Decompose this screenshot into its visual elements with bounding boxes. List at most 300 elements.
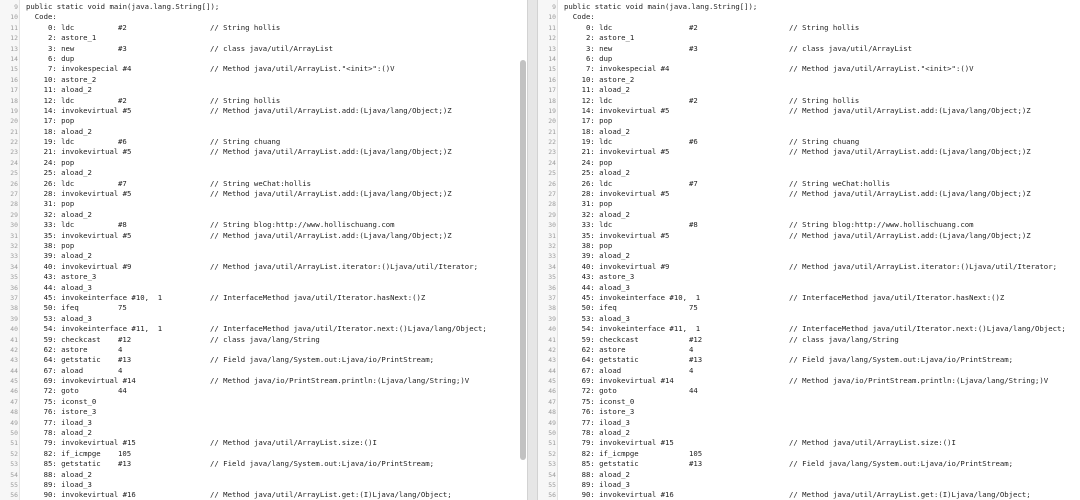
comment: // String hollis: [789, 22, 860, 32]
code-text: [20, 262, 527, 272]
instruction: 88: aload_2: [26, 469, 92, 479]
line-number: 16: [10, 75, 18, 84]
instruction: 7: invokespecial #4: [564, 64, 670, 74]
operand: #13: [689, 355, 703, 365]
code-text: [558, 449, 1080, 459]
instruction: 53: aload_3: [564, 313, 630, 323]
code-line: [538, 179, 1080, 189]
comment: // InterfaceMethod java/util/Iterator.hasNext:()Z: [789, 292, 1005, 302]
comment: // InterfaceMethod java/util/Iterator.hasNext:()Z: [210, 292, 426, 302]
line-number: 46: [10, 387, 18, 396]
code-text: [558, 231, 1080, 241]
line-number: 47: [10, 397, 18, 406]
code-text: [558, 314, 1080, 324]
code-line: [538, 428, 1080, 438]
code-text: [558, 147, 1080, 157]
code-text: [558, 407, 1080, 417]
line-number: 11: [10, 23, 18, 32]
instruction: 17: pop: [564, 116, 613, 126]
code-text: [20, 407, 527, 417]
code-text: [558, 44, 1080, 54]
code-line: [538, 262, 1080, 272]
comment: // Method java/util/ArrayList.add:(Ljava/lang/Object;)Z: [789, 147, 1031, 157]
code-text: [558, 418, 1080, 428]
operand: 75: [689, 303, 698, 313]
operand: #3: [689, 43, 698, 53]
instruction: 31: pop: [564, 199, 613, 209]
instruction: 18: aload_2: [564, 126, 630, 136]
code-text: [20, 345, 527, 355]
code-line: [538, 283, 1080, 293]
line-number: 21: [548, 127, 556, 136]
line-number: 26: [548, 179, 556, 188]
code-text: [558, 241, 1080, 251]
line-number: 53: [10, 460, 18, 469]
code-line: [538, 314, 1080, 324]
comment: // Method java/util/ArrayList.size:()I: [210, 438, 377, 448]
comment: // String chuang: [789, 137, 860, 147]
comment: // Method java/util/ArrayList.add:(Ljava/lang/Object;)Z: [210, 230, 452, 240]
code-text: [20, 75, 527, 85]
line-number: 31: [10, 231, 18, 240]
operand: #13: [118, 459, 132, 469]
code-text: [20, 168, 527, 178]
instruction: 19: ldc: [26, 137, 75, 147]
instruction: 32: aload_2: [26, 209, 92, 219]
code-text: [558, 189, 1080, 199]
instruction: 35: invokevirtual #5: [26, 230, 132, 240]
operand: #2: [118, 22, 127, 32]
line-number: 42: [548, 345, 556, 354]
operand: #7: [118, 178, 127, 188]
code-text: [558, 293, 1080, 303]
line-number: 39: [10, 314, 18, 323]
line-number: 41: [548, 335, 556, 344]
instruction: 21: invokevirtual #5: [26, 147, 132, 157]
code-line: [0, 283, 527, 293]
code-line: [0, 116, 527, 126]
line-number: 53: [548, 460, 556, 469]
instruction: 12: ldc: [26, 95, 75, 105]
operand: #8: [118, 220, 127, 230]
comment: // class java/lang/String: [210, 334, 320, 344]
code-line: [0, 33, 527, 43]
line-number: 32: [548, 241, 556, 250]
instruction: 43: astore_3: [26, 272, 97, 282]
code-line: [538, 85, 1080, 95]
code-line: [0, 490, 527, 500]
code-pane-left[interactable]: [0, 0, 527, 500]
code-line: [538, 199, 1080, 209]
operand: #7: [689, 178, 698, 188]
instruction: 90: invokevirtual #16: [26, 490, 136, 500]
line-number: 27: [548, 190, 556, 199]
code-line: [538, 345, 1080, 355]
code-text: [20, 283, 527, 293]
instruction: 39: aload_2: [564, 251, 630, 261]
code-line: [0, 2, 527, 12]
code-text: [558, 179, 1080, 189]
code-text: [20, 106, 527, 116]
operand: #6: [689, 137, 698, 147]
code-line: [0, 438, 527, 448]
instruction: 7: invokespecial #4: [26, 64, 132, 74]
line-number: 22: [10, 138, 18, 147]
code-line: [538, 355, 1080, 365]
code-text: [20, 397, 527, 407]
code-text: [558, 85, 1080, 95]
operand: #12: [118, 334, 132, 344]
code-line: [538, 438, 1080, 448]
code-text: [20, 449, 527, 459]
line-number: 23: [548, 148, 556, 157]
code-text: [558, 303, 1080, 313]
code-line: [538, 324, 1080, 334]
code-text: [20, 210, 527, 220]
operand: 44: [118, 386, 127, 396]
code-line: [538, 44, 1080, 54]
code-line: [0, 147, 527, 157]
code-text: [558, 12, 1080, 22]
instruction: 82: if_icmpge: [26, 448, 101, 458]
comment: // Field java/lang/System.out:Ljava/io/PrintStream;: [210, 355, 435, 365]
line-number: 15: [10, 65, 18, 74]
line-number: 54: [548, 470, 556, 479]
instruction: 21: invokevirtual #5: [564, 147, 670, 157]
line-number: 51: [548, 439, 556, 448]
operand: 44: [689, 386, 698, 396]
line-number: 30: [10, 221, 18, 230]
code-text: [558, 272, 1080, 282]
line-number: 55: [548, 480, 556, 489]
code-line: [0, 241, 527, 251]
code-line: [0, 345, 527, 355]
line-number: 27: [10, 190, 18, 199]
code-text: [20, 386, 527, 396]
instruction: 2: astore_1: [26, 33, 97, 43]
comment: // Field java/lang/System.out:Ljava/io/PrintStream;: [789, 355, 1014, 365]
comment: // Method java/io/PrintStream.println:(Ljava/lang/String;)V: [789, 376, 1049, 386]
instruction: 3: new: [564, 43, 613, 53]
vertical-scrollbar[interactable]: [520, 60, 526, 460]
line-number: 26: [10, 179, 18, 188]
code-line: [0, 397, 527, 407]
code-line: [538, 231, 1080, 241]
instruction: 50: ifeq: [564, 303, 617, 313]
instruction: 38: pop: [564, 240, 613, 250]
line-number: 35: [548, 273, 556, 282]
line-number: 13: [548, 44, 556, 53]
comment: // Method java/util/ArrayList.add:(Ljava/lang/Object;)Z: [210, 147, 452, 157]
code-line: [0, 12, 527, 22]
code-text: [558, 283, 1080, 293]
line-number: 10: [548, 13, 556, 22]
instruction: 0: ldc: [564, 22, 613, 32]
code-line: [0, 407, 527, 417]
code-line: [538, 459, 1080, 469]
code-text: [558, 251, 1080, 261]
comment: // Method java/util/ArrayList.get:(I)Ljava/lang/Object;: [210, 490, 452, 500]
comment: // class java/util/ArrayList: [210, 43, 334, 53]
instruction: 88: aload_2: [564, 469, 630, 479]
code-line: [538, 480, 1080, 490]
instruction: 76: istore_3: [564, 407, 635, 417]
code-text: [20, 418, 527, 428]
line-number: 24: [10, 158, 18, 167]
line-number: 16: [548, 75, 556, 84]
line-number: 25: [10, 169, 18, 178]
code-line: [538, 12, 1080, 22]
code-lines: [0, 2, 527, 500]
comment: // String weChat:hollis: [789, 178, 891, 188]
code-line: [538, 75, 1080, 85]
instruction: 59: checkcast: [564, 334, 639, 344]
line-number: 28: [10, 200, 18, 209]
line-number: 20: [548, 117, 556, 126]
instruction: 25: aload_2: [564, 168, 630, 178]
code-text: [558, 345, 1080, 355]
line-number: 19: [10, 106, 18, 115]
instruction: 43: astore_3: [564, 272, 635, 282]
line-number: 48: [548, 408, 556, 417]
operand: 4: [689, 365, 694, 375]
line-number: 17: [10, 86, 18, 95]
code-text: [20, 251, 527, 261]
instruction: 24: pop: [564, 157, 613, 167]
comment: // Method java/util/ArrayList.add:(Ljava/lang/Object;)Z: [789, 105, 1031, 115]
line-number: 44: [548, 366, 556, 375]
instruction: 38: pop: [26, 240, 75, 250]
line-number: 31: [548, 231, 556, 240]
code-text: [20, 231, 527, 241]
code-line: [0, 366, 527, 376]
code-text: [558, 75, 1080, 85]
code-line: [538, 293, 1080, 303]
comment: // class java/lang/String: [789, 334, 899, 344]
comment: // Field java/lang/System.out:Ljava/io/PrintStream;: [210, 459, 435, 469]
line-number: 43: [10, 356, 18, 365]
code-text: [558, 96, 1080, 106]
instruction: 11: aload_2: [564, 85, 630, 95]
code-line: [538, 54, 1080, 64]
comment: // Method java/util/ArrayList.add:(Ljava/lang/Object;)Z: [789, 230, 1031, 240]
code-line: [538, 106, 1080, 116]
code-text: [20, 64, 527, 74]
instruction: 62: astore: [564, 344, 626, 354]
line-number: 30: [548, 221, 556, 230]
instruction: 10: astore_2: [564, 74, 635, 84]
operand: #6: [118, 137, 127, 147]
line-number: 21: [10, 127, 18, 136]
code-text: [20, 303, 527, 313]
instruction: 26: ldc: [26, 178, 75, 188]
code-text: [558, 366, 1080, 376]
code-text: [20, 459, 527, 469]
operand: 75: [118, 303, 127, 313]
code-text: [558, 106, 1080, 116]
line-number: 9: [14, 3, 18, 11]
instruction: 69: invokevirtual #14: [564, 376, 674, 386]
operand: #3: [118, 43, 127, 53]
line-number: 42: [10, 345, 18, 354]
instruction: 77: iload_3: [26, 417, 92, 427]
code-text: [20, 179, 527, 189]
line-number: 14: [10, 54, 18, 63]
code-line: [538, 490, 1080, 500]
operand: #13: [118, 355, 132, 365]
line-number: 29: [548, 210, 556, 219]
instruction: 72: goto: [564, 386, 617, 396]
code-text: [20, 428, 527, 438]
code-line: [538, 407, 1080, 417]
code-line: [0, 262, 527, 272]
operand: #2: [689, 95, 698, 105]
instruction: 44: aload_3: [26, 282, 92, 292]
comment: // Method java/util/ArrayList.add:(Ljava/lang/Object;)Z: [789, 189, 1031, 199]
instruction: 6: dup: [564, 53, 613, 63]
code-text: [558, 355, 1080, 365]
instruction: 79: invokevirtual #15: [564, 438, 674, 448]
comment: // String hollis: [210, 95, 281, 105]
line-number: 18: [10, 96, 18, 105]
instruction: 28: invokevirtual #5: [26, 189, 132, 199]
code-line: [0, 137, 527, 147]
instruction: 53: aload_3: [26, 313, 92, 323]
code-line: [538, 189, 1080, 199]
operand: 4: [118, 344, 123, 354]
code-text: [20, 147, 527, 157]
instruction: 39: aload_2: [26, 251, 92, 261]
code-text: [20, 324, 527, 334]
instruction: 26: ldc: [564, 178, 613, 188]
code-line: [0, 418, 527, 428]
instruction: 33: ldc: [26, 220, 75, 230]
comment: // String hollis: [789, 95, 860, 105]
code-pane-right[interactable]: [538, 0, 1080, 500]
pane-divider[interactable]: [527, 0, 538, 500]
line-number: 50: [10, 429, 18, 438]
line-number: 29: [10, 210, 18, 219]
line-number: 33: [10, 252, 18, 261]
code-text: [20, 189, 527, 199]
code-line: [538, 449, 1080, 459]
code-text: [20, 314, 527, 324]
line-number: 45: [548, 377, 556, 386]
code-line: [0, 23, 527, 33]
code-text: [20, 2, 527, 12]
code-text: [20, 241, 527, 251]
line-number: 25: [548, 169, 556, 178]
code-line: [538, 158, 1080, 168]
code-line: [0, 459, 527, 469]
comment: // InterfaceMethod java/util/Iterator.next:()Ljava/lang/Object;: [210, 324, 487, 334]
code-text: [558, 438, 1080, 448]
line-number: 56: [548, 491, 556, 500]
code-line: [0, 106, 527, 116]
line-number: 52: [548, 449, 556, 458]
instruction: 31: pop: [26, 199, 75, 209]
line-number: 12: [548, 34, 556, 43]
code-line: [538, 303, 1080, 313]
instruction: 40: invokevirtual #9: [564, 261, 670, 271]
instruction: 54: invokeinterface #11, 1: [564, 324, 701, 334]
code-line: [538, 220, 1080, 230]
instruction: 28: invokevirtual #5: [564, 189, 670, 199]
instruction: 3: new: [26, 43, 75, 53]
line-number: 49: [548, 418, 556, 427]
line-number: 49: [10, 418, 18, 427]
instruction: 45: invokeinterface #10, 1: [26, 292, 163, 302]
code-line: [538, 241, 1080, 251]
comment: // Method java/util/ArrayList.add:(Ljava/lang/Object;)Z: [210, 105, 452, 115]
instruction: Code:: [564, 12, 595, 22]
code-line: [0, 127, 527, 137]
instruction: 59: checkcast: [26, 334, 101, 344]
code-line: [538, 168, 1080, 178]
instruction: 6: dup: [26, 53, 75, 63]
comment: // Method java/util/ArrayList."<init>":()V: [210, 64, 395, 74]
line-number: 23: [10, 148, 18, 157]
code-line: [0, 54, 527, 64]
code-line: [538, 210, 1080, 220]
code-text: [558, 199, 1080, 209]
line-number: 28: [548, 200, 556, 209]
code-text: [558, 470, 1080, 480]
code-text: [20, 199, 527, 209]
instruction: 82: if_icmpge: [564, 448, 639, 458]
line-number: 34: [548, 262, 556, 271]
line-number: 37: [10, 293, 18, 302]
code-line: [538, 64, 1080, 74]
code-line: [538, 418, 1080, 428]
code-line: [0, 189, 527, 199]
code-text: [558, 158, 1080, 168]
code-text: [558, 428, 1080, 438]
code-text: [20, 480, 527, 490]
instruction: 14: invokevirtual #5: [564, 105, 670, 115]
instruction: Code:: [26, 12, 57, 22]
code-line: [538, 386, 1080, 396]
line-number: 33: [548, 252, 556, 261]
code-line: [0, 64, 527, 74]
code-line: [0, 231, 527, 241]
comment: // InterfaceMethod java/util/Iterator.next:()Ljava/lang/Object;: [789, 324, 1066, 334]
line-number: 10: [10, 13, 18, 22]
code-line: [538, 33, 1080, 43]
comment: // String hollis: [210, 22, 281, 32]
instruction: 40: invokevirtual #9: [26, 261, 132, 271]
line-number: 48: [10, 408, 18, 417]
line-number: 20: [10, 117, 18, 126]
code-line: [0, 335, 527, 345]
code-lines: [538, 2, 1080, 500]
code-line: [0, 428, 527, 438]
line-number: 32: [10, 241, 18, 250]
code-text: [558, 324, 1080, 334]
code-text: [20, 355, 527, 365]
code-line: [538, 96, 1080, 106]
code-text: [20, 158, 527, 168]
code-text: [20, 137, 527, 147]
operand: 105: [118, 448, 132, 458]
instruction: 64: getstatic: [564, 355, 639, 365]
comment: // Method java/util/ArrayList."<init>":()V: [789, 64, 974, 74]
line-number: 43: [548, 356, 556, 365]
line-number: 39: [548, 314, 556, 323]
instruction: 54: invokeinterface #11, 1: [26, 324, 163, 334]
comment: // Method java/util/ArrayList.iterator:()Ljava/util/Iterator;: [210, 261, 478, 271]
instruction: 50: ifeq: [26, 303, 79, 313]
